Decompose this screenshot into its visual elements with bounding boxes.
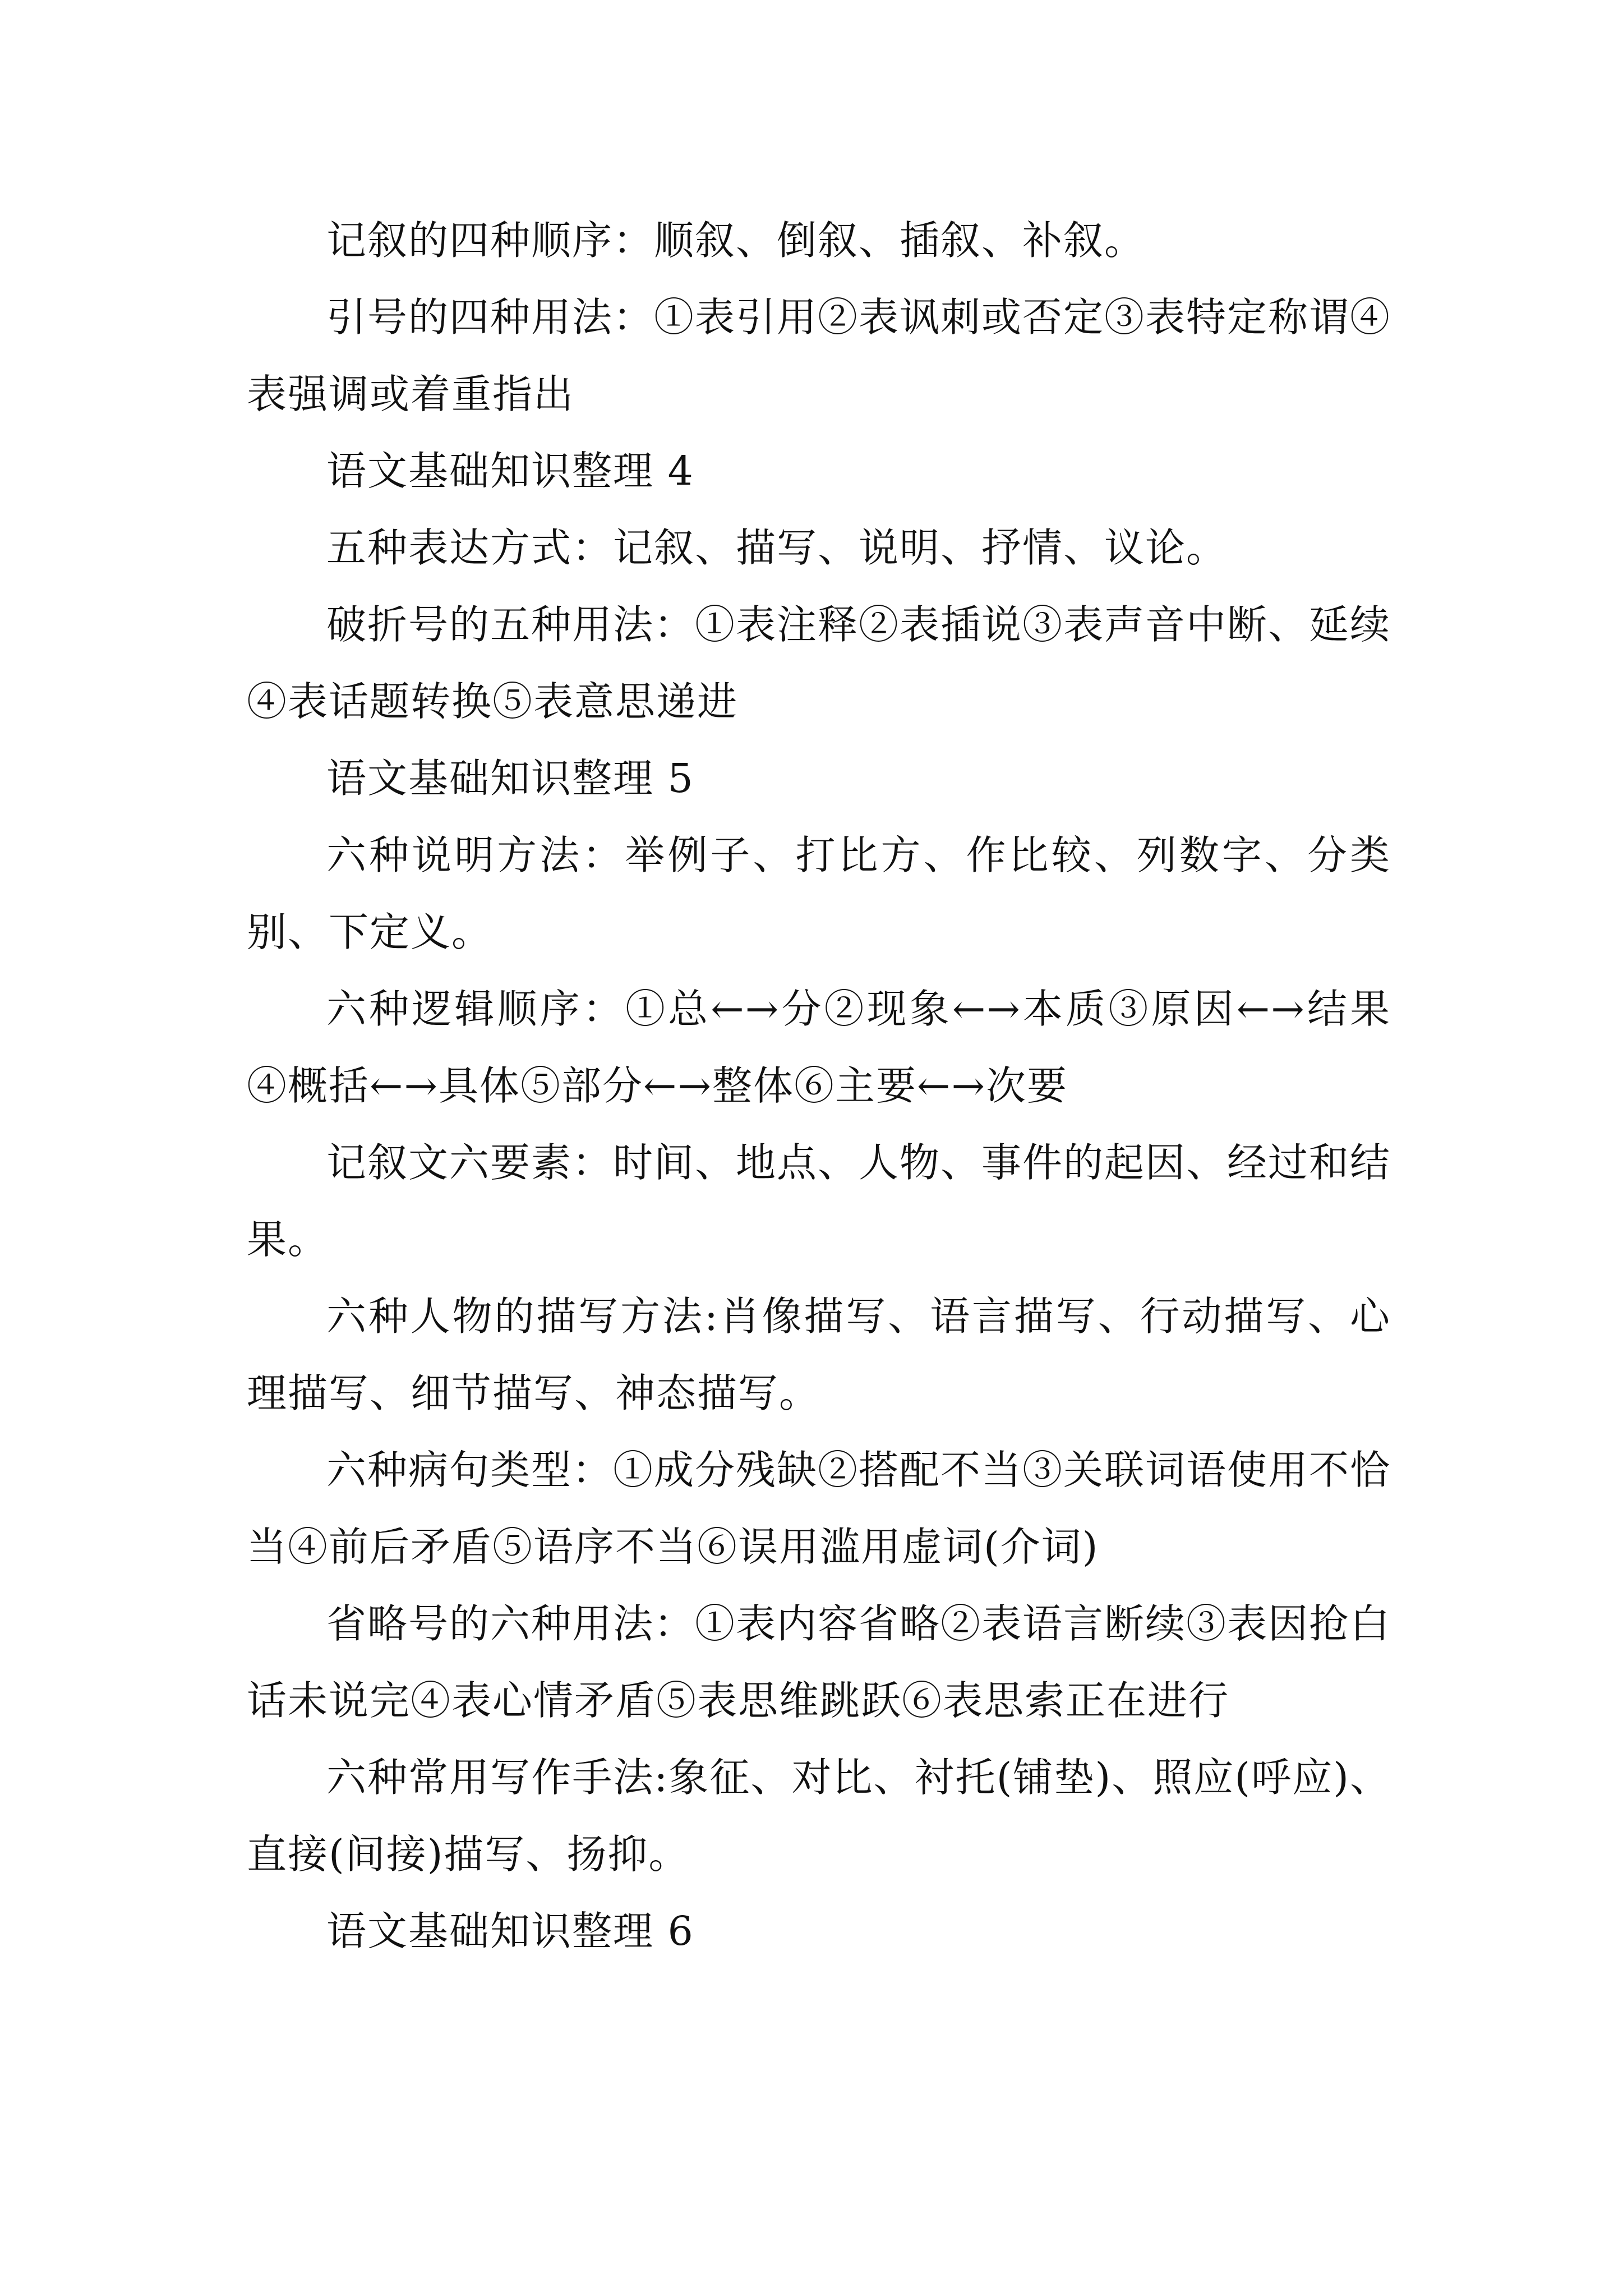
- paragraph-writing-techniques: 六种常用写作手法:象征、对比、衬托(铺垫)、照应(呼应)、直接(间接)描写、扬抑。: [247, 1754, 1391, 1878]
- paragraph-explanation-methods: 六种说明方法：举例子、打比方、作比较、列数字、分类别、下定义。: [247, 832, 1391, 955]
- document-page: [247, 202, 1391, 1970]
- section-heading-5: 语文基础知识整理 5: [326, 755, 694, 802]
- paragraph-quotation-mark-usage: 引号的四种用法：①表引用②表讽刺或否定③表特定称谓④表强调或着重指出: [247, 294, 1391, 417]
- paragraph-dash-usage: 破折号的五种用法：①表注释②表插说③表声音中断、延续④表话题转换⑤表意思递进: [247, 601, 1391, 725]
- paragraph-ellipsis-usage: 省略号的六种用法：①表内容省略②表语言断续③表因抢白话未说完④表心情矛盾⑤表思维跳跃⑥表思索正在进行: [247, 1600, 1391, 1724]
- section-heading-6: 语文基础知识整理 6: [326, 1908, 694, 1954]
- paragraph-narrative-order: 记叙的四种顺序：顺叙、倒叙、插叙、补叙。: [326, 217, 1146, 264]
- section-heading-4: 语文基础知识整理 4: [326, 448, 694, 494]
- paragraph-narrative-elements: 记叙文六要素：时间、地点、人物、事件的起因、经过和结果。: [247, 1139, 1391, 1263]
- paragraph-expression-modes: 五种表达方式：记叙、描写、说明、抒情、议论。: [326, 524, 1228, 571]
- paragraph-faulty-sentence-types: 六种病句类型：①成分残缺②搭配不当③关联词语使用不恰当④前后矛盾⑤语序不当⑥误用滥用虚词(介词): [247, 1447, 1391, 1570]
- paragraph-logical-order: 六种逻辑顺序：①总←→分②现象←→本质③原因←→结果④概括←→具体⑤部分←→整体⑥主要←→次要: [247, 986, 1391, 1109]
- paragraph-character-description: 六种人物的描写方法:肖像描写、语言描写、行动描写、心理描写、细节描写、神态描写。: [247, 1293, 1391, 1416]
